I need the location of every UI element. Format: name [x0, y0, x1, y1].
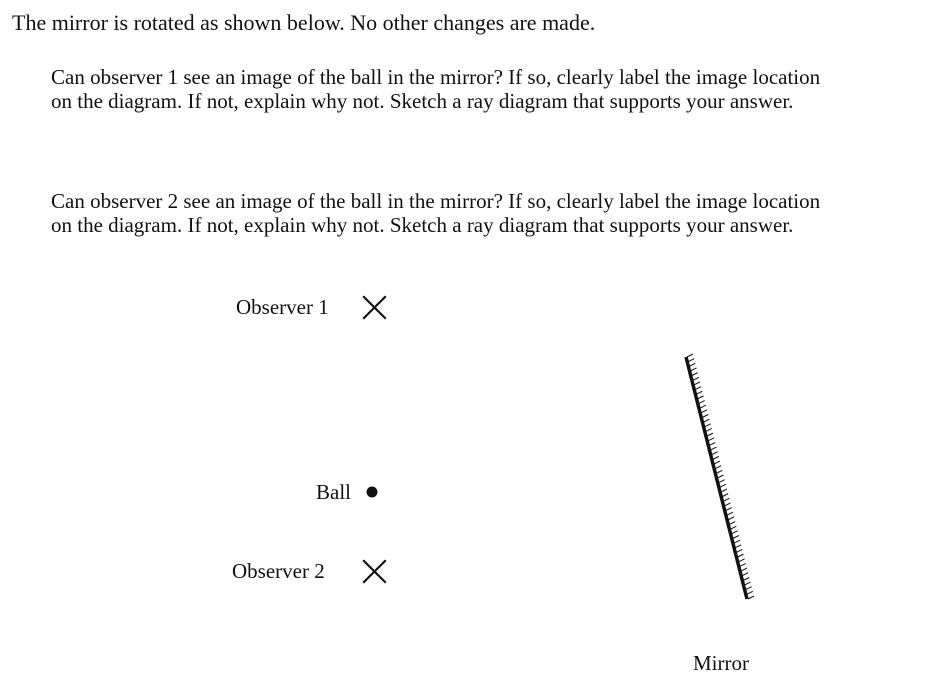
mirror-hatch — [698, 396, 704, 399]
x-mark-icon — [364, 297, 385, 318]
mirror-hatch — [726, 508, 732, 511]
mirror-hatch — [719, 480, 725, 483]
mirror-hatch — [744, 582, 750, 585]
question-1-line-2: on the diagram. If not, explain why not. Sketch a ray diagram that supports your answer. — [51, 89, 794, 113]
mirror-hatch — [691, 368, 697, 371]
mirror-hatch — [694, 382, 700, 385]
mirror-hatch — [743, 577, 749, 580]
mirror-hatch — [710, 447, 716, 450]
mirror-hatch — [689, 363, 695, 366]
mirror-hatch — [702, 415, 708, 418]
mirror-hatch — [722, 494, 728, 497]
mirror-hatch — [713, 456, 719, 459]
observer-1-label: Observer 1 — [236, 295, 329, 319]
mirror-hatch — [692, 373, 698, 376]
mirror-hatch — [728, 517, 734, 520]
mirror-hatch — [747, 591, 753, 594]
mirror-hatch — [741, 568, 747, 571]
mirror-hatch — [736, 549, 742, 552]
mirror-hatch — [748, 596, 754, 599]
mirror-hatch — [746, 587, 752, 590]
mirror-label: Mirror — [693, 651, 749, 675]
mirror-hatch — [699, 401, 705, 404]
mirror-hatch — [732, 531, 738, 534]
mirror-surface — [686, 357, 747, 599]
mirror-hatch — [705, 424, 711, 427]
question-2-line-2: on the diagram. If not, explain why not. Sketch a ray diagram that supports your answer. — [51, 213, 794, 237]
mirror-hatch — [733, 536, 739, 539]
mirror-hatch — [742, 573, 748, 576]
intro-text: The mirror is rotated as shown below. No other changes are made. — [12, 10, 596, 35]
ball-label: Ball — [316, 480, 351, 504]
mirror-hatch — [687, 354, 693, 357]
mirror-hatch — [715, 466, 721, 469]
mirror-hatch — [696, 391, 702, 394]
mirror-hatch — [706, 428, 712, 431]
mirror-hatch — [693, 377, 699, 380]
mirror-hatch — [718, 475, 724, 478]
mirror-hatch — [700, 405, 706, 408]
mirror-hatch — [688, 359, 694, 362]
mirror-hatch — [730, 526, 736, 529]
mirror-hatch — [727, 512, 733, 515]
mirror-hatch — [707, 433, 713, 436]
mirror-hatch — [712, 452, 718, 455]
mirror-hatch — [701, 410, 707, 413]
question-2-line-1: Can observer 2 see an image of the ball in the mirror? If so, clearly label the image location — [51, 189, 821, 213]
mirror-hatch — [714, 461, 720, 464]
mirror-hatch — [737, 554, 743, 557]
observer-2-label: Observer 2 — [232, 559, 325, 583]
mirror-hatch — [723, 498, 729, 501]
mirror-hatch — [703, 419, 709, 422]
mirror-hatch — [709, 442, 715, 445]
x-mark-icon — [364, 561, 385, 582]
mirror-hatch — [739, 559, 745, 562]
mirror-hatch — [695, 387, 701, 390]
mirror-hatch — [708, 438, 714, 441]
mirror-hatch — [740, 563, 746, 566]
mirror-hatch — [716, 470, 722, 473]
question-1-line-1: Can observer 1 see an image of the ball in the mirror? If so, clearly label the image location — [51, 65, 821, 89]
mirror-hatch — [735, 545, 741, 548]
mirror-hatch — [721, 489, 727, 492]
mirror-hatch — [734, 540, 740, 543]
mirror-hatch — [720, 484, 726, 487]
dot-icon — [367, 487, 378, 498]
mirror-hatch — [729, 522, 735, 525]
mirror-hatch — [725, 503, 731, 506]
hatched-mirror-icon — [686, 354, 754, 599]
